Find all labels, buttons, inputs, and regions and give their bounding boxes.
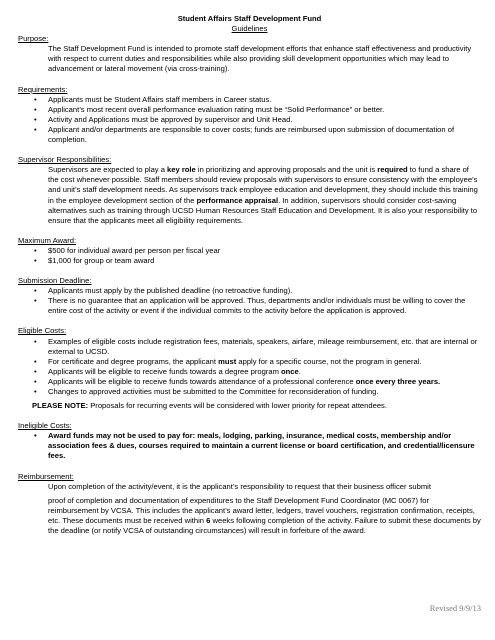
submission-section	[18, 276, 481, 316]
reimbursement-text-1: Upon completion of the activity/event, it is the applicant’s responsibility to request that their business officer submit	[48, 481, 431, 491]
list-item: • $1,000 for group or team award	[48, 256, 481, 266]
purpose-section	[18, 34, 481, 74]
supervisor-text	[18, 165, 481, 226]
list-item: • Applicant and/or departments are responsible to cover costs; funds are reimbursed upon submission of documentation of completion.	[48, 125, 481, 145]
list-item	[48, 367, 481, 377]
text-run: Applicants will be eligible to receive funds towards attendance of a professional conference	[48, 376, 356, 386]
text-run: in prioritizing and approving proposals and the unit is	[195, 165, 378, 175]
requirements-section	[18, 85, 481, 146]
eligible-list	[18, 337, 481, 398]
list-item: • Applicants must apply by the published deadline (no retroactive funding).	[48, 286, 481, 296]
text-run: to fund a share of the cost whenever possible. Staff members should review proposals with supervisors to ensure consistency with the employee’s and unit’s staff development needs. As supervisors track employee education and development, they should include this training in the employee development section of the	[48, 165, 478, 205]
ineligible-section	[18, 421, 481, 461]
bold-text: once	[281, 366, 299, 376]
list-item	[48, 357, 481, 367]
purpose-heading: Purpose:	[18, 34, 49, 44]
maximum-heading: Maximum Award:	[18, 235, 77, 245]
list-item: • Applicant’s most recent overall performance evaluation rating must be “Solid Performance” or better.	[48, 105, 481, 115]
note-label: PLEASE NOTE:	[32, 401, 89, 411]
text-run: For certificate and degree programs, the applicant	[48, 356, 219, 366]
bold-text: 6	[206, 515, 211, 525]
requirements-heading: Requirements:	[18, 84, 68, 94]
maximum-list	[18, 246, 481, 266]
text-run: Applicants will be eligible to receive funds towards a degree program	[48, 366, 281, 376]
document-subtitle: Guidelines	[231, 24, 268, 34]
list-item: • Applicants must be Student Affairs staff members in Career status.	[48, 95, 481, 105]
reimbursement-section	[18, 472, 481, 537]
list-item: • $500 for individual award per person per fiscal year	[48, 246, 481, 256]
text-run: .	[298, 366, 301, 376]
list-item: • Award funds may not be used to pay for: meals, lodging, parking, insurance, medical costs, membership and/or association fees & dues, courses required to maintain a current license or board certification, and credential/licensure fees.	[48, 431, 481, 461]
eligible-heading: Eligible Costs:	[18, 326, 67, 336]
reimbursement-text-2	[18, 496, 481, 536]
bold-text: once every three years.	[355, 376, 441, 386]
please-note	[18, 401, 481, 411]
purpose-text: The Staff Development Fund is intended to promote staff development efforts that enhance staff effectiveness and productivity with respect to current duties and responsibilities while also providing skill development opportunities which may lead to advancement or lateral movement (via cross-training).	[48, 44, 472, 74]
ineligible-list	[18, 431, 481, 461]
supervisor-section	[18, 155, 481, 226]
bold-text: must	[218, 356, 237, 366]
list-item: • Changes to approved activities must be submitted to the Committee for reconsideration of funding.	[48, 387, 481, 397]
bold-text: key role	[167, 165, 196, 175]
submission-heading: Submission Deadline:	[18, 276, 92, 286]
list-item: • Examples of eligible costs include registration fees, materials, speakers, airfare, mileage reimbursement, etc. that are internal or external to UCSD.	[48, 337, 481, 357]
text-run: proof of completion and documentation of expenditures to the Staff Development Fund Coordinator (MC 0067) for reimbursement by VCSA. This includes the applicant’s award letter, ledgers, travel vouchers, registration confirmation, receipts, etc. These documents must be received within	[48, 495, 475, 525]
reimbursement-heading: Reimbursement:	[18, 471, 74, 481]
submission-list	[18, 286, 481, 316]
revised-date: Revised 9/9/13	[429, 602, 481, 613]
text-run: weeks following completion of the activity. Failure to submit these documents by the deadline (or notify VCSA of outstanding circumstances) will result in forfeiture of the award.	[48, 515, 481, 536]
text-run: apply for a specific course, not the program in general.	[236, 356, 422, 366]
document-title: Student Affairs Staff Development Fund	[177, 14, 322, 23]
text-run: . In addition, supervisors should consider cost-saving alternatives such as training through UCSD Human Resources Staff Education and Development. It is also your responsibility to ensure that the applicants meet all eligibility requirements.	[48, 195, 478, 225]
list-item: • There is no guarantee that an application will be approved. Thus, departments and/or individuals must be willing to cover the entire cost of the activity or event if the individual commits to the activity before the application is approved.	[48, 296, 481, 316]
text-run: Supervisors are expected to play a	[48, 165, 168, 175]
requirements-list	[18, 95, 481, 145]
bold-text: required	[377, 165, 408, 175]
supervisor-heading: Supervisor Responsibilities:	[18, 155, 112, 165]
maximum-section	[18, 236, 481, 266]
list-item	[48, 377, 481, 387]
bold-text: performance appraisal	[196, 195, 279, 205]
list-item: • Activity and Applications must be approved by supervisor and Unit Head.	[48, 115, 481, 125]
eligible-section	[18, 326, 481, 411]
note-text: Proposals for recurring events will be considered with lower priority for repeat attendees.	[88, 401, 387, 411]
ineligible-heading: Ineligible Costs:	[18, 421, 72, 431]
